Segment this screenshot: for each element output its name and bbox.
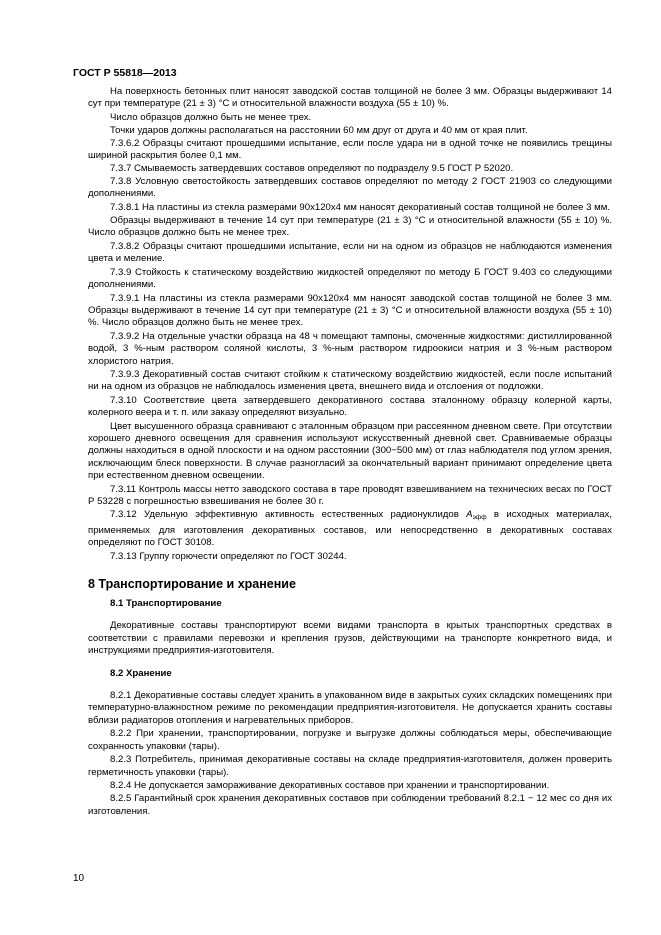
- subsection-8-1-title: 8.1 Транспортирование: [110, 598, 222, 610]
- paragraph: 8.2.2 При хранении, транспортировании, погрузке и выгрузке должны соблюдаться меры, обеспечивающие сохранность упаковки (тары).: [88, 728, 612, 752]
- paragraph: 7.3.9.3 Декоративный состав считают стойким к статическому воздействию жидкостей, если после испытаний ни на одном из образцов не наблюдалось изменения цвета, внешнего вида и отслоения от подложки.: [88, 368, 612, 393]
- paragraph: Цвет высушенного образца сравнивают с эталонным образцом при рассеянном дневном свете. При отсутствии хорошего дневного освещения для сравнения используют искусственный дневной свет. Сравниваемые образцы должны находиться в одной плоскости и на одном расстоянии (300−500 мм) от глаз наблюдателя под углом зрения, исключающим блеск поверхности. В случае разногласий за окончательный вариант принимают определение цвета при естественном дневном освещении.: [88, 420, 612, 482]
- paragraph: 8.2.1 Декоративные составы следует хранить в упакованном виде в закрытых сухих складских помещениях при температурно-влажностном режиме по рекомендации предприятия-изготовителя. Не допускается хранить составы вблизи радиаторов отопления и нагревательных приборов.: [88, 690, 612, 726]
- page-number: 10: [73, 873, 85, 884]
- paragraph: 7.3.9.1 На пластины из стекла размерами 90x120x4 мм наносят заводской состав толщиной не более 3 мм. Образцы выдерживают в течение 14 сут при температуре (21 ± 3) °С и относительной влажности воздуха (55 ± 10) %. Число образцов должно быть не менее трех.: [88, 292, 612, 329]
- paragraph: 7.3.8.1 На пластины из стекла размерами 90x120x4 мм наносят декоративный состав толщиной не более 3 мм.: [110, 201, 611, 213]
- paragraph: Точки ударов должны располагаться на расстоянии 60 мм друг от друга и 40 мм от края плит.: [110, 125, 528, 137]
- paragraph: Число образцов должно быть не менее трех.: [110, 111, 312, 123]
- section-8-title: 8 Транспортирование и хранение: [88, 577, 296, 592]
- paragraph: Декоративные составы транспортируют всеми видами транспорта в крытых транспортных средствах в соответствии с правилами перевозки и крепления грузов, действующими на транспорте конкретного вида, и инструкциями предприятия-изготовителя.: [88, 620, 612, 657]
- paragraph-text: 7.3.12 Удельную эффективную активность естественных радионуклидов: [110, 509, 467, 521]
- paragraph: 7.3.9 Стойкость к статическому воздействию жидкостей определяют по методу Б ГОСТ 9.403 со следующими дополнениями.: [88, 266, 612, 291]
- paragraph: На поверхность бетонных плит наносят заводской состав толщиной не более 3 мм. Образцы выдерживают 14 сут при температуре (21 ± 3) °С и относительной влажности воздуха (55 ± 10) %.: [88, 86, 612, 110]
- document-header: ГОСТ Р 55818—2013: [73, 67, 177, 79]
- activity-subscript: эфф: [472, 514, 487, 522]
- paragraph: 7.3.11 Контроль массы нетто заводского состава в таре проводят взвешиванием на технических весах по ГОСТ Р 53228 с погрешностью взвешивания не более 30 г.: [88, 483, 612, 507]
- paragraph: 7.3.9.2 На отдельные участки образца на 48 ч помещают тампоны, смоченные жидкостями: дистиллированной водой, 3 %-ным раствором соляной кислоты, 3 %-ным раствором гидроокиси натрия и 3 %-ным раствором хлористого натрия.: [88, 330, 612, 367]
- paragraph: 7.3.7 Смываемость затвердевших составов определяют по подразделу 9.5 ГОСТ Р 52020.: [110, 163, 514, 175]
- paragraph: Образцы выдерживают в течение 14 сут при температуре (21 ± 3) °С и относительной влажности (55 ± 10) %. Число образцов должно быть не менее трех.: [88, 215, 612, 239]
- paragraph: 7.3.6.2 Образцы считают прошедшими испытание, если после удара ни в одной точке не появились трещины шириной раскрытия более 0,1 мм.: [88, 137, 612, 162]
- paragraph: 8.2.3 Потребитель, принимая декоративные составы на складе предприятия-изготовителя, должен проверить герметичность упаковки (тары).: [88, 754, 612, 778]
- page-body: [88, 86, 612, 818]
- paragraph: 8.2.5 Гарантийный срок хранения декоративных составов при соблюдении требований 8.2.1 − 12 мес со дня их изготовления.: [88, 793, 612, 817]
- paragraph: 7.3.13 Группу горючести определяют по ГОСТ 30244.: [110, 550, 347, 562]
- paragraph-radionuclides: [88, 509, 612, 549]
- activity-symbol: А: [466, 509, 473, 521]
- paragraph: 7.3.10 Соответствие цвета затвердевшего декоративного состава эталонному образцу колерной карты, колерного веера и т. п. или заказу определяют визуально.: [88, 394, 612, 419]
- paragraph: 8.2.4 Не допускается замораживание декоративных составов при хранении и транспортировании.: [110, 779, 550, 791]
- subsection-8-2-title: 8.2 Хранение: [110, 667, 172, 679]
- paragraph-text: в исходных материалах, применяемых для изготовления декоративных составов, или непосредственно в декоративных составах определяют по ГОСТ 30108.: [88, 509, 612, 549]
- paragraph: 7.3.8.2 Образцы считают прошедшими испытание, если ни на одном из образцов не наблюдаются изменения цвета и меление.: [88, 240, 612, 265]
- paragraph: 7.3.8 Условную светостойкость затвердевших составов определяют по методу 2 ГОСТ 21903 со следующими дополнениями.: [88, 175, 612, 200]
